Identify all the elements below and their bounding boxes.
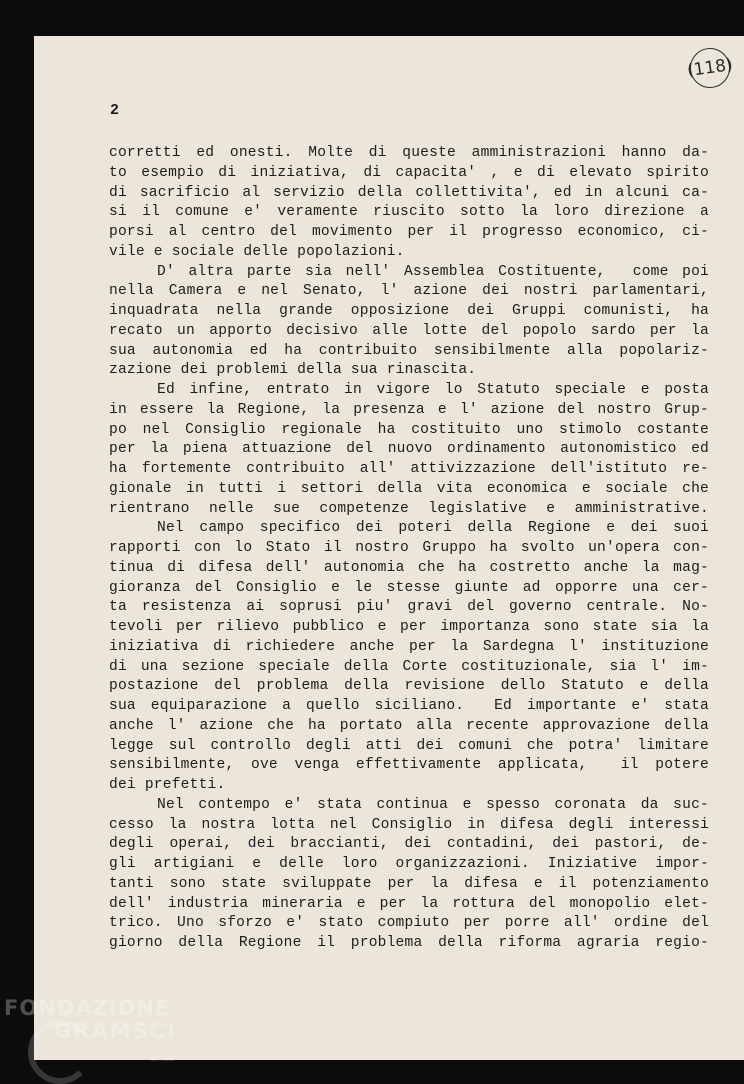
text-line: D' altra parte sia nell' Assemblea Costituente, come poi (157, 263, 709, 280)
text-line: di sacrificio al servizio della collettivita', ed in alcuni ca- (109, 184, 709, 201)
watermark-sub: onlus (150, 1054, 175, 1064)
text-line: porsi al centro del movimento per il progresso economico, ci- (109, 224, 709, 240)
text-line: to esempio di iniziativa, di capacita' , e di elevato spirito (109, 164, 709, 181)
text-line: anche l' azione che ha portato alla recente approvazione della (109, 717, 709, 734)
text-line: inquadrata nella grande opposizione dei Gruppi comunisti, ha (109, 303, 709, 319)
text-line: sua equiparazione a quello siciliano. Ed importante e' stata (109, 698, 709, 714)
text-line: postazione del problema della revisione dello Statuto e della (109, 678, 709, 695)
text-line: Ed infine, entrato in vigore lo Statuto speciale e posta (157, 382, 709, 398)
text-line: in essere la Regione, la presenza e l' azione del nostro Grup- (109, 401, 709, 418)
text-line: tanti sono state sviluppate per la difesa e il potenziamento (109, 875, 709, 892)
text-line: tinua di difesa dell' autonomia che ha costretto anche la mag- (109, 559, 709, 576)
text-line: rapporti con lo Stato il nostro Gruppo ha svolto un'opera con- (109, 540, 709, 556)
text-line: tevoli per rilievo pubblico e per importanza sono state sia la (109, 619, 709, 635)
text-line: si il comune e' veramente riuscito sotto la loro direzione a (109, 204, 709, 221)
body-text (109, 144, 709, 954)
text-line: gli artigiani e delle loro organizzazioni. Iniziative impor- (109, 856, 709, 872)
text-line: trico. Uno sforzo e' stato compiuto per porre all' ordine del (109, 915, 709, 932)
text-line: cesso la nostra lotta nel Consiglio in difesa degli interessi (109, 816, 709, 833)
text-line: corretti ed onesti. Molte di queste amministrazioni hanno da- (109, 145, 709, 161)
text-line: per la piena attuazione del nuovo ordinamento autonomistico ed (109, 441, 709, 458)
text-line: Nel campo specifico dei poteri della Regione e dei suoi (157, 520, 709, 537)
watermark-line2: GRAMSCI (54, 1019, 177, 1043)
text-line: vile e sociale delle popolazioni. (109, 243, 405, 260)
text-line: gioranza del Consiglio e le stesse giunte ad opporre una cer- (109, 579, 709, 596)
folio-stamp: (118) (687, 45, 732, 90)
watermark-line1: FONDAZIONE (4, 996, 171, 1020)
text-line: gionale in tutti i settori della vita economica e sociale che (109, 480, 709, 497)
text-line: ha fortemente contribuito all' attivizzazione dell'istituto re- (109, 461, 709, 477)
text-line: dei prefetti. (109, 777, 226, 793)
text-line: sensibilmente, ove venga effettivamente applicata, il potere (109, 757, 709, 774)
watermark (4, 998, 177, 1042)
text-line: Nel contempo e' stata continua e spesso coronata da suc- (157, 796, 709, 813)
text-line: nella Camera e nel Senato, l' azione dei nostri parlamentari, (109, 283, 709, 300)
text-line: rientrano nelle sue competenze legislative e amministrative. (109, 500, 709, 517)
page-number: 2 (110, 102, 120, 119)
text-line: di una sezione speciale della Corte costituzionale, sia l' im- (109, 658, 709, 675)
text-line: legge sul controllo degli atti dei comuni che potra' limitare (109, 737, 709, 754)
text-line: po nel Consiglio regionale ha costituito uno stimolo costante (109, 421, 709, 438)
text-line: giorno della Regione il problema della riforma agraria regio- (109, 935, 709, 951)
text-line: dell' industria mineraria e per la rottura del monopolio elet- (109, 895, 709, 912)
text-line: sua autonomia ed ha contribuito sensibilmente alla popolariz- (109, 342, 709, 359)
text-line: ta resistenza ai soprusi piu' gravi del governo centrale. No- (109, 599, 709, 616)
text-line: degli operai, dei braccianti, dei contadini, dei pastori, de- (109, 836, 709, 853)
text-line: recato un apporto decisivo alle lotte del popolo sardo per la (109, 322, 709, 339)
document-page (34, 36, 744, 1060)
text-line: zazione dei problemi della sua rinascita. (109, 362, 477, 379)
text-line: iniziativa di richiedere anche per la Sardegna l' instituzione (109, 638, 709, 655)
